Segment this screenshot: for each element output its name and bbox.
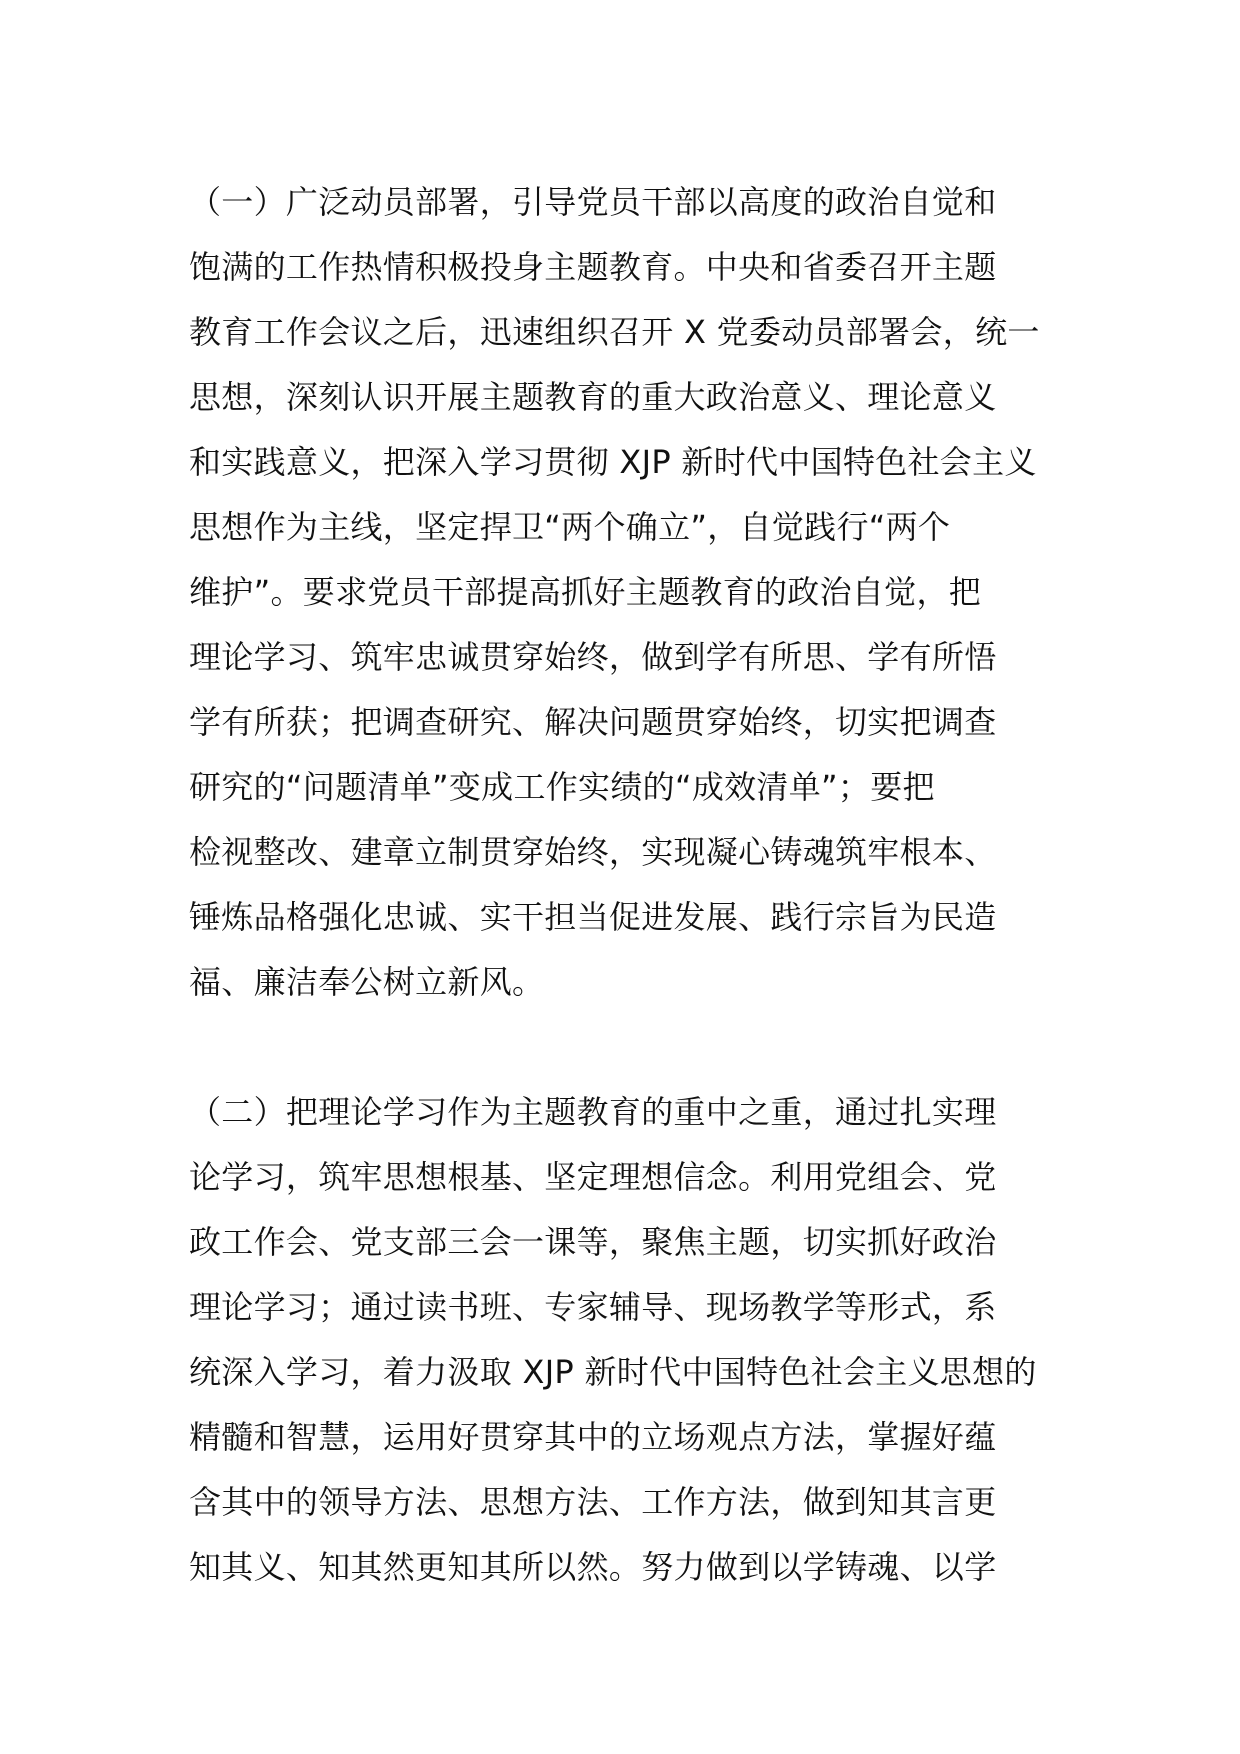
- text-line: 统深入学习，着力汲取 XJP 新时代中国特色社会主义思想的: [189, 1353, 1037, 1391]
- text-line: 饱满的工作热情积极投身主题教育。中央和省委召开主题: [189, 248, 997, 286]
- text-line: 教育工作会议之后，迅速组织召开 X 党委动员部署会，统一: [189, 313, 1040, 351]
- text-line: 思想，深刻认识开展主题教育的重大政治意义、理论意义: [189, 378, 997, 416]
- text-line: 维护”。要求党员干部提高抓好主题教育的政治自觉，把: [189, 573, 982, 611]
- text-line: 理论学习、筑牢忠诚贯穿始终，做到学有所思、学有所悟: [189, 638, 997, 676]
- paragraph-1: [189, 170, 1069, 1015]
- text-line: 知其义、知其然更知其所以然。努力做到以学铸魂、以学: [189, 1548, 997, 1586]
- text-line: 锤炼品格强化忠诚、实干担当促进发展、践行宗旨为民造: [189, 898, 997, 936]
- text-line: 研究的“问题清单”变成工作实绩的“成效清单”；要把: [189, 768, 935, 806]
- text-line: 检视整改、建章立制贯穿始终，实现凝心铸魂筑牢根本、: [189, 833, 997, 871]
- text-line: 学有所获；把调查研究、解决问题贯穿始终，切实把调查: [189, 703, 997, 741]
- text-line: 福、廉洁奉公树立新风。: [189, 963, 545, 1001]
- text-line: 政工作会、党支部三会一课等，聚焦主题，切实抓好政治: [189, 1223, 997, 1261]
- text-line: （一）广泛动员部署，引导党员干部以高度的政治自觉和: [189, 183, 997, 221]
- paragraph-2: [189, 1080, 1069, 1600]
- text-line: （二）把理论学习作为主题教育的重中之重，通过扎实理: [189, 1093, 997, 1131]
- text-line: 含其中的领导方法、思想方法、工作方法，做到知其言更: [189, 1483, 997, 1521]
- text-line: 论学习，筑牢思想根基、坚定理想信念。利用党组会、党: [189, 1158, 997, 1196]
- text-line: 精髓和智慧，运用好贯穿其中的立场观点方法，掌握好蕴: [189, 1418, 997, 1456]
- text-line: 和实践意义，把深入学习贯彻 XJP 新时代中国特色社会主义: [189, 443, 1037, 481]
- text-line: 思想作为主线，坚定捍卫“两个确立”，自觉践行“两个: [189, 508, 951, 546]
- text-line: 理论学习；通过读书班、专家辅导、现场教学等形式，系: [189, 1288, 997, 1326]
